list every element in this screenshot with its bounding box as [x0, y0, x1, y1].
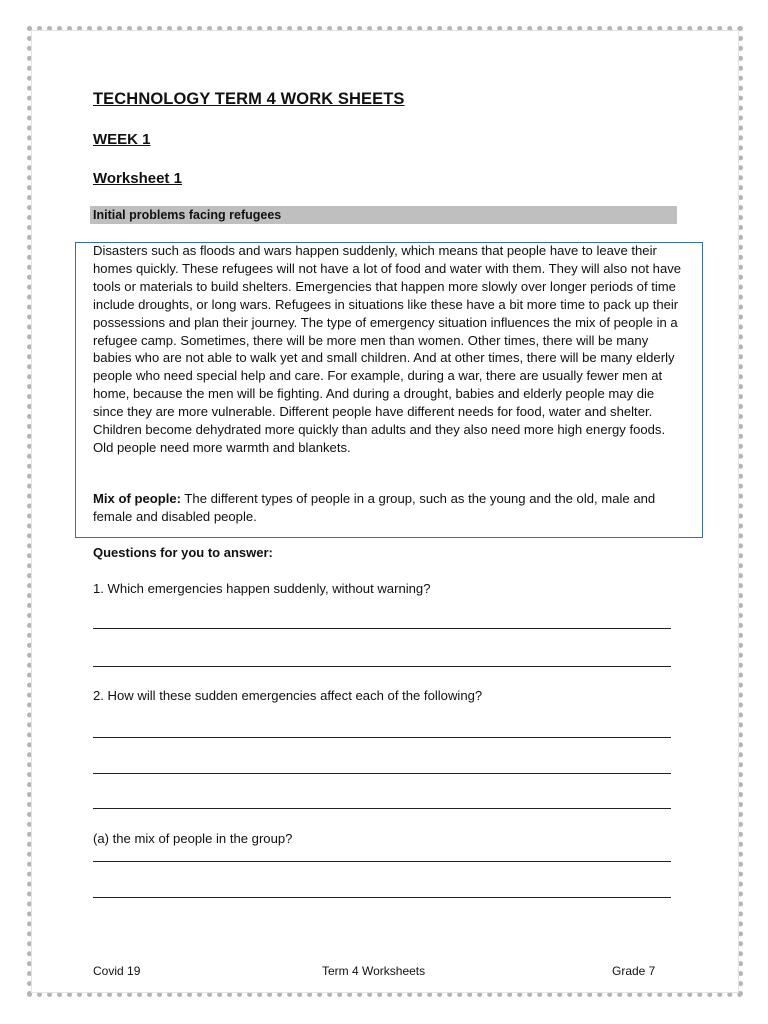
footer-left: Covid 19: [93, 964, 141, 978]
definition-term: Mix of people:: [93, 491, 182, 506]
answer-line[interactable]: [93, 773, 671, 774]
definition-paragraph: [93, 490, 683, 526]
questions-heading: Questions for you to answer:: [93, 545, 273, 560]
worksheet-heading: Worksheet 1: [93, 170, 182, 187]
answer-line[interactable]: [93, 861, 671, 862]
question-2a: (a) the mix of people in the group?: [93, 831, 293, 846]
question-1: 1. Which emergencies happen suddenly, without warning?: [93, 581, 431, 596]
answer-line[interactable]: [93, 628, 671, 629]
section-heading-bar: [90, 206, 677, 224]
document-title: TECHNOLOGY TERM 4 WORK SHEETS: [93, 90, 405, 108]
question-2: 2. How will these sudden emergencies affect each of the following?: [93, 688, 483, 703]
footer-right: Grade 7: [612, 964, 656, 978]
definition-text: The different types of people in a group, such as the young and the old, male and female and disabled people.: [93, 491, 656, 524]
answer-line[interactable]: [93, 737, 671, 738]
passage-text: Disasters such as floods and wars happen suddenly, which means that people have to leave their homes quickly. These refugees will not have a lot of food and water with them. They will also not have tools or materials to build shelters. Emergencies that happen more slowly over longer periods of time include droughts, or long wars. Refugees in situations like these have a bit more time to pack up their possessions and plan their journey. The type of emergency situation influences the mix of people in a refugee camp. Sometimes, there will be more men than women. Other times, there will be many babies who are not able to walk yet and small children. And at other times, there will be many elderly people who need special help and care. For example, during a war, there are usually fewer men at home, because the men will be fighting. And during a drought, babies and elderly people may die since they are more vulnerable. Different people have different needs for food, water and shelter. Children become dehydrated more quickly than adults and they also need more high energy foods. Old people need more warmth and blankets.: [93, 243, 682, 455]
week-heading: WEEK 1: [93, 131, 151, 148]
section-heading: Initial problems facing refugees: [93, 208, 282, 222]
footer-center: Term 4 Worksheets: [322, 964, 426, 978]
answer-line[interactable]: [93, 808, 671, 809]
answer-line[interactable]: [93, 666, 671, 667]
answer-line[interactable]: [93, 897, 671, 898]
